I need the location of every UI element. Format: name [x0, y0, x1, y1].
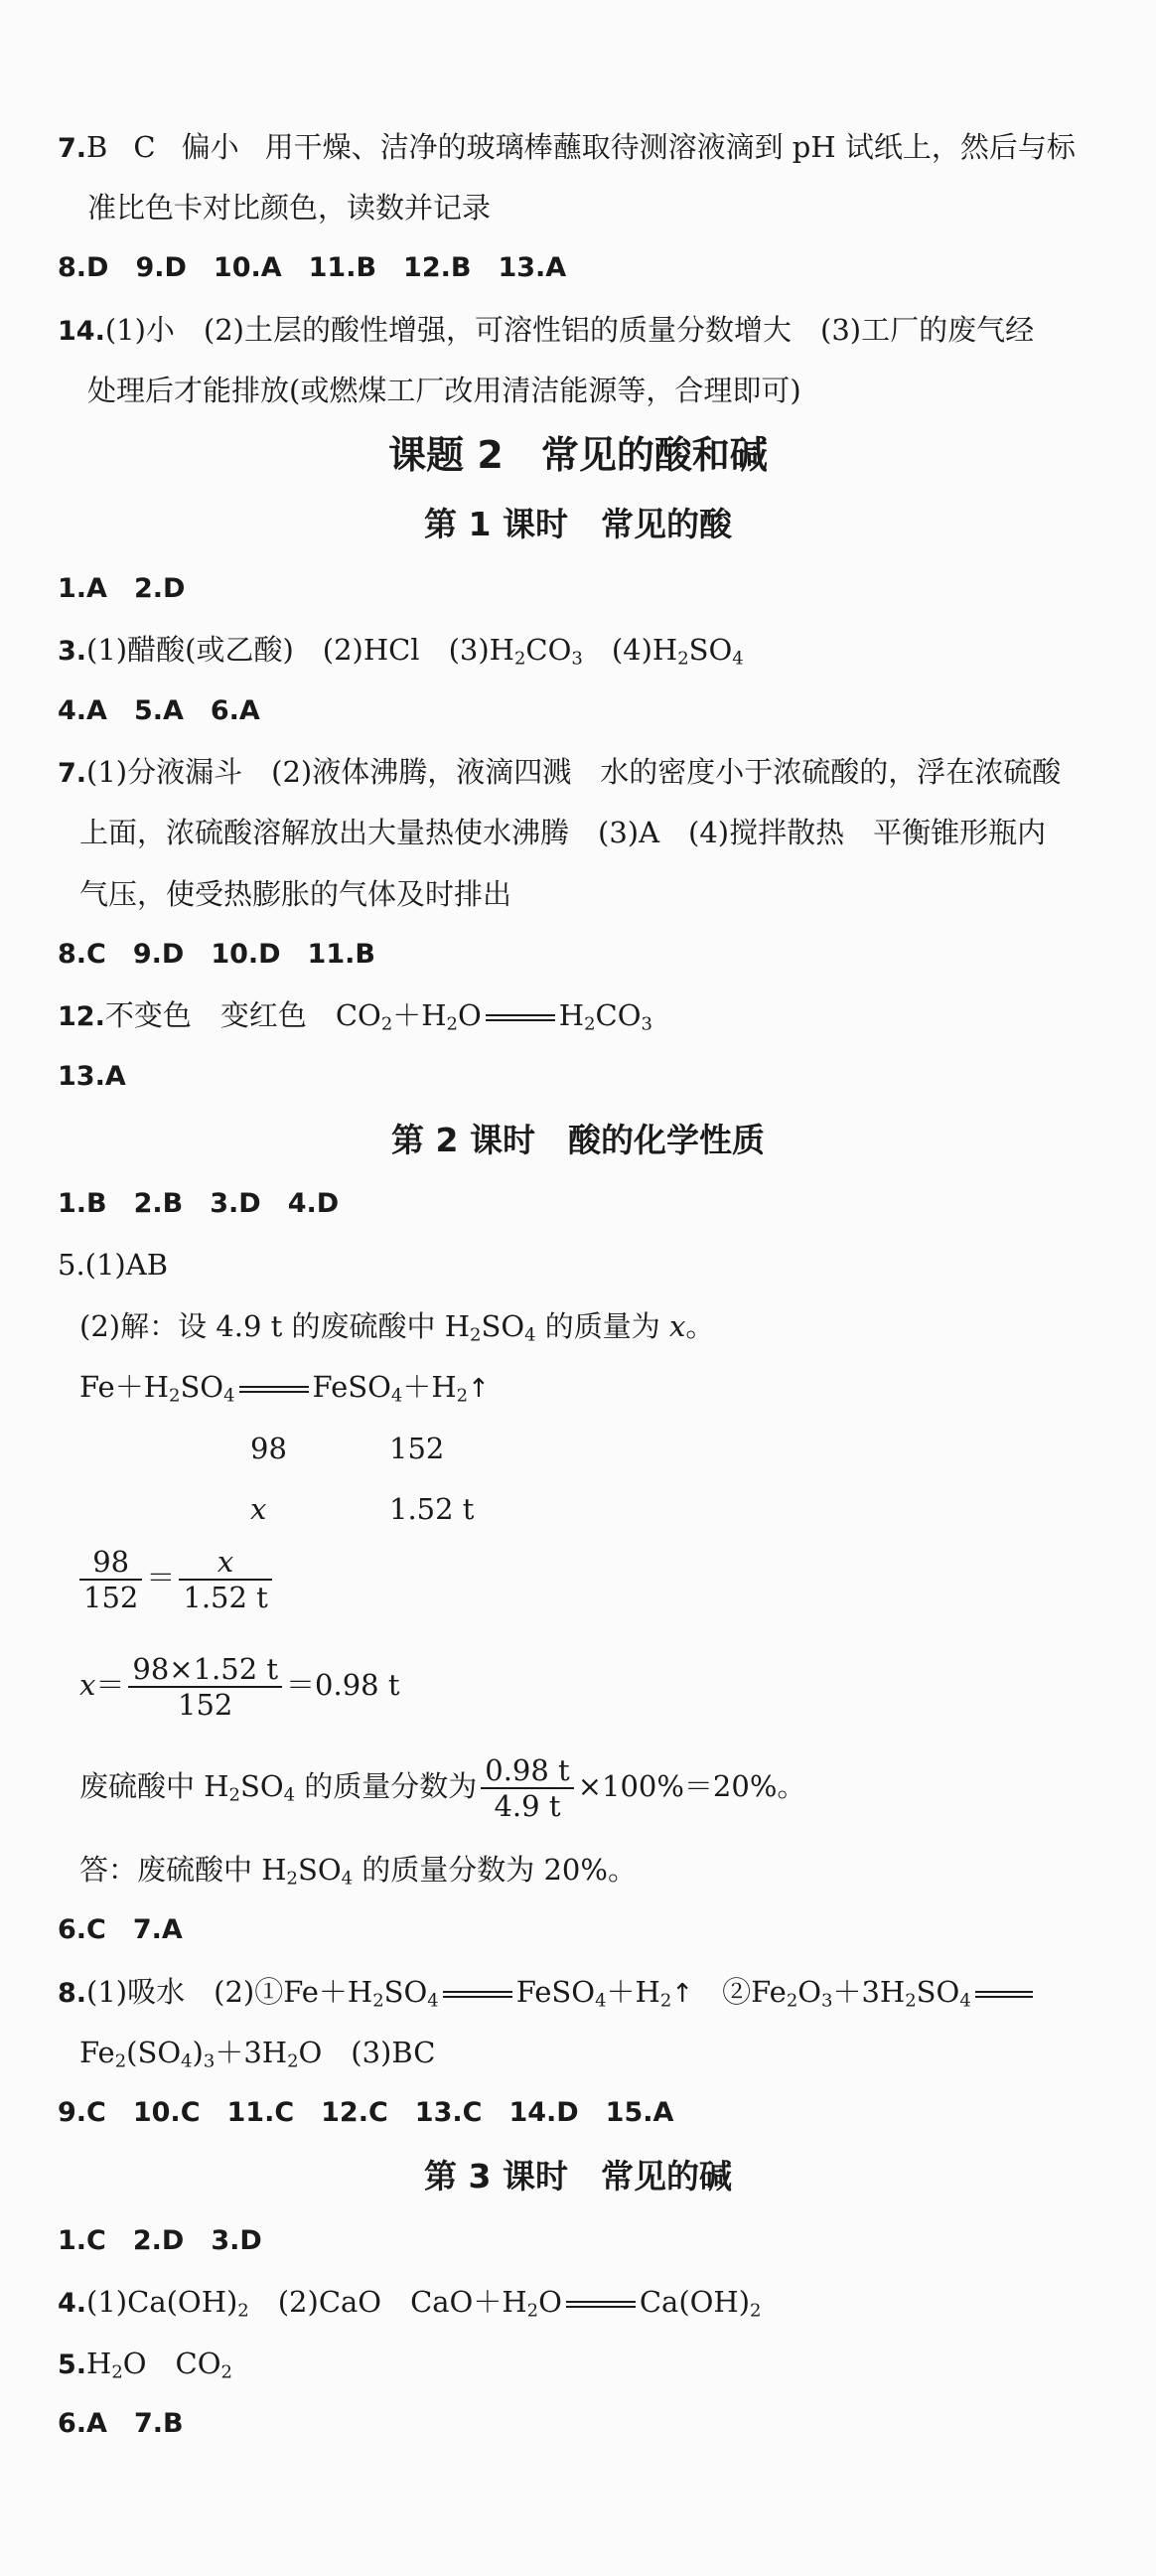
lesson-3-title: 第 3 课时 常见的碱: [424, 2157, 732, 2196]
answer-7-l2: 上面，浓硫酸溶解放出大量热使水沸腾 (3)A (4)搅拌散热 平衡锥形瓶内: [79, 816, 1047, 849]
equals-sign: [975, 1991, 1033, 1998]
answers-6-7: 6.C 7.A: [58, 1914, 183, 1945]
answer-3: 3.(1)醋酸(或乙酸) (2)HCl $(3)H_2CO_3$ $(4)H_2SO_4$: [58, 633, 744, 670]
answer-14: 14.(1)小 (2)土层的酸性增强，可溶性铝的质量分数增大 (3)工厂的废气经: [58, 313, 1035, 347]
fraction: $\frac{x}{1.52 t}$: [179, 1545, 271, 1614]
equals-sign: [443, 1991, 512, 1998]
up-arrow-icon: ↑: [671, 1979, 694, 2009]
answers-6-7-l3: 6.A 7.B: [58, 2408, 184, 2439]
fraction: $\frac{0.98 t}{4.9 t}$: [481, 1753, 573, 1823]
answer-5-l2: (2)解：设 4.9 t 的废硫酸中 $H_2SO_4$ 的质量为 x。: [79, 1309, 715, 1346]
proportion: $\frac{98}{152}$ ＝ $\frac{x}{1.52 t}$: [79, 1545, 1132, 1614]
lesson-2-title: 第 2 课时 酸的化学性质: [391, 1121, 765, 1159]
answers-1-2: 1.A 2.D: [58, 573, 186, 604]
solve-x: x＝ $\frac{98\times 1.52 t}{152}$ ＝0.98 t: [79, 1652, 400, 1722]
equation-1: $Fe+H_2SO_4$ $FeSO_4+H_2↑$: [79, 1370, 490, 1407]
answer-4: $4.(1)Ca(OH)_2$ (2)CaO $CaO+H_2O$ $Ca(OH)_2$: [58, 2285, 762, 2322]
answer-7-l1: 7.(1)分液漏斗 (2)液体沸腾，液滴四溅 水的密度小于浓硫酸的，浮在浓硫酸: [58, 755, 1062, 789]
answer-5-l1: 5.(1)AB: [58, 1248, 169, 1282]
fraction: $\frac{98}{152}$: [79, 1545, 142, 1614]
answer-8-l1: 8.(1)吸水 $(2)①Fe+H_2SO_4$ $FeSO_4+H_2↑$ $②Fe_2O_3+3H_2SO_4$: [58, 1972, 1110, 2014]
fraction: $\frac{98\times 1.52 t}{152}$: [128, 1652, 282, 1722]
answer-8-l2: $Fe_2(SO_4)_3+3H_2O$ (3)BC: [79, 2036, 436, 2072]
equals-sign: [486, 1014, 555, 1021]
answer-7-l3: 气压，使受热膨胀的气体及时排出: [79, 877, 512, 911]
answers-8-11: 8.C 9.D 10.D 11.B: [58, 939, 375, 970]
answer-7-cont: 准比色卡对比颜色，读数并记录: [87, 191, 492, 225]
answer-7: 7.B C 偏小 用干燥、洁净的玻璃棒蘸取待测溶液滴到 pH 试纸上，然后与标: [58, 130, 1076, 164]
answers-1-3: 1.C 2.D 3.D: [58, 2225, 262, 2256]
mass-row-1: 98 152: [250, 1432, 445, 1465]
equals-sign: [566, 2301, 636, 2308]
section-title: 课题 2 常见的酸和碱: [388, 433, 768, 477]
answer-14-cont: 处理后才能排放(或燃煤工厂改用清洁能源等，合理即可): [87, 374, 801, 407]
answer-5: $5.H_2O$ $CO_2$: [58, 2347, 232, 2383]
answers-4-6: 4.A 5.A 6.A: [58, 695, 260, 726]
lesson-1-title: 第 1 课时 常见的酸: [424, 505, 732, 543]
answers-1-4: 1.B 2.B 3.D 4.D: [58, 1188, 340, 1219]
mass-fraction: 废硫酸中 $H_2SO_4$ 的质量分数为 $\frac{0.98 t}{4.9 t}$ ×100%＝20%。: [79, 1753, 806, 1823]
mass-row-2: x 1.52 t: [250, 1492, 475, 1526]
answer-13: 13.A: [58, 1061, 126, 1092]
answers-8-13: 8.D 9.D 10.A 11.B 12.B 13.A: [58, 252, 567, 283]
answer-statement: 答：废硫酸中 $H_2SO_4$ 的质量分数为 20%。: [79, 1853, 637, 1890]
equals-sign: [239, 1386, 309, 1393]
up-arrow-icon: ↑: [468, 1374, 490, 1404]
answers-9-15: 9.C 10.C 11.C 12.C 13.C 14.D 15.A: [58, 2097, 674, 2128]
answer-12: 12.不变色 变红色 $CO_2+H_2O$ $H_2CO_3$: [58, 998, 652, 1035]
